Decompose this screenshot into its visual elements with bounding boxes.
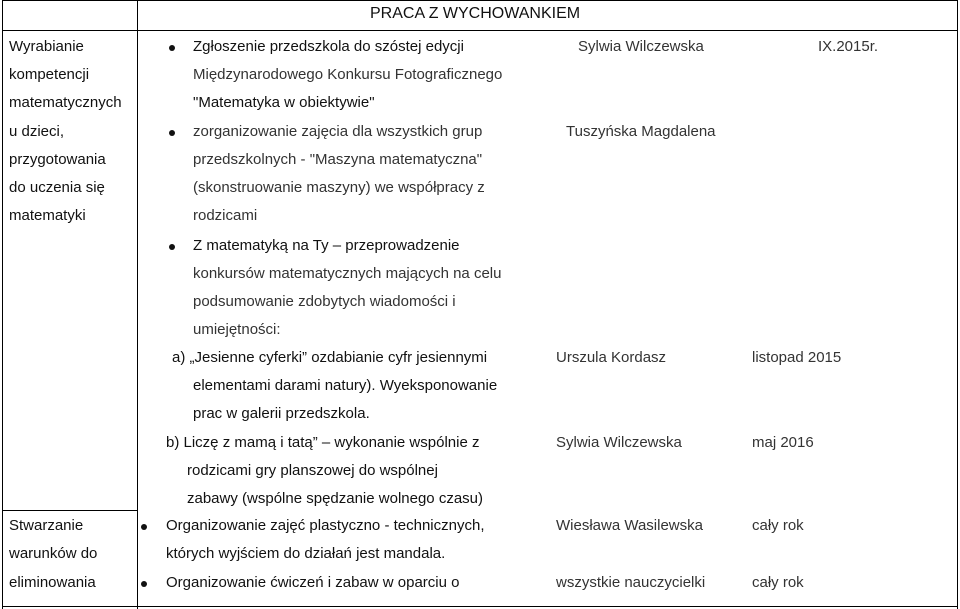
col1-line: Stwarzanie	[9, 517, 84, 534]
task-line: a) „Jesienne cyferki” ozdabianie cyfr jesiennymi	[172, 349, 488, 366]
col1-line: przygotowania	[9, 151, 106, 168]
bullet-icon	[169, 45, 175, 51]
task-line: rodzicami gry planszowej do wspólnej	[187, 462, 438, 479]
col1-line: do uczenia się	[9, 179, 105, 196]
bullet-icon	[169, 130, 175, 136]
col1-line: matematyki	[9, 207, 86, 224]
task-line: podsumowanie zdobytych wiadomości i	[193, 293, 456, 310]
task-line: Zgłoszenie przedszkola do szóstej edycji	[193, 38, 464, 55]
task-line: konkursów matematycznych mających na celu	[193, 265, 502, 282]
task-line: b) Liczę z mamą i tatą” – wykonanie wspólnie z	[166, 434, 480, 451]
bullet-icon	[141, 581, 147, 587]
date-cell: cały rok	[752, 517, 804, 534]
task-line: Z matematyką na Ty – przeprowadzenie	[193, 237, 460, 254]
date-cell: maj 2016	[752, 434, 814, 451]
task-line: Organizowanie zajęć plastyczno - technicznych,	[166, 517, 485, 534]
header-bottom-line	[2, 30, 958, 31]
responsible-person: wszystkie nauczycielki	[556, 574, 706, 591]
table-border-right	[957, 0, 958, 609]
responsible-person: Sylwia Wilczewska	[578, 38, 704, 55]
task-line: Organizowanie ćwiczeń i zabaw w oparciu o	[166, 574, 460, 591]
col1-line: kompetencji	[9, 66, 90, 83]
task-line: przedszkolnych - "Maszyna matematyczna"	[193, 151, 483, 168]
table-border-bottom	[2, 606, 958, 607]
task-line: rodzicami	[193, 207, 258, 224]
date-cell: IX.2015r.	[818, 38, 879, 55]
date-cell: cały rok	[752, 574, 804, 591]
date-cell: listopad 2015	[752, 349, 842, 366]
task-line: zorganizowanie zajęcia dla wszystkich grup	[193, 123, 483, 140]
col1-line: matematycznych	[9, 94, 122, 111]
task-line: umiejętności:	[193, 321, 281, 338]
responsible-person: Sylwia Wilczewska	[556, 434, 682, 451]
page-title: PRACA Z WYCHOWANKIEM	[370, 5, 581, 22]
table-border-left	[2, 0, 3, 609]
task-line: "Matematyka w obiektywie"	[193, 94, 375, 111]
col1-line: warunków do	[9, 545, 98, 562]
section-divider	[2, 510, 138, 511]
table-divider-1	[137, 0, 138, 609]
task-line: (skonstruowanie maszyny) we współpracy z	[193, 179, 485, 196]
responsible-person: Tuszyńska Magdalena	[566, 123, 716, 140]
task-line: Międzynarodowego Konkursu Fotograficznego	[193, 66, 503, 83]
bullet-icon	[141, 524, 147, 530]
col1-line: Wyrabianie	[9, 38, 84, 55]
task-line: których wyjściem do działań jest mandala.	[166, 545, 446, 562]
task-line: zabawy (wspólne spędzanie wolnego czasu)	[187, 490, 484, 507]
task-line: elementami darami natury). Wyeksponowanie	[193, 377, 498, 394]
table-border-top	[2, 0, 958, 1]
task-line: prac w galerii przedszkola.	[193, 405, 370, 422]
bullet-icon	[169, 244, 175, 250]
col1-line: u dzieci,	[9, 123, 65, 140]
responsible-person: Wiesława Wasilewska	[556, 517, 703, 534]
responsible-person: Urszula Kordasz	[556, 349, 667, 366]
col1-line: eliminowania	[9, 574, 96, 591]
